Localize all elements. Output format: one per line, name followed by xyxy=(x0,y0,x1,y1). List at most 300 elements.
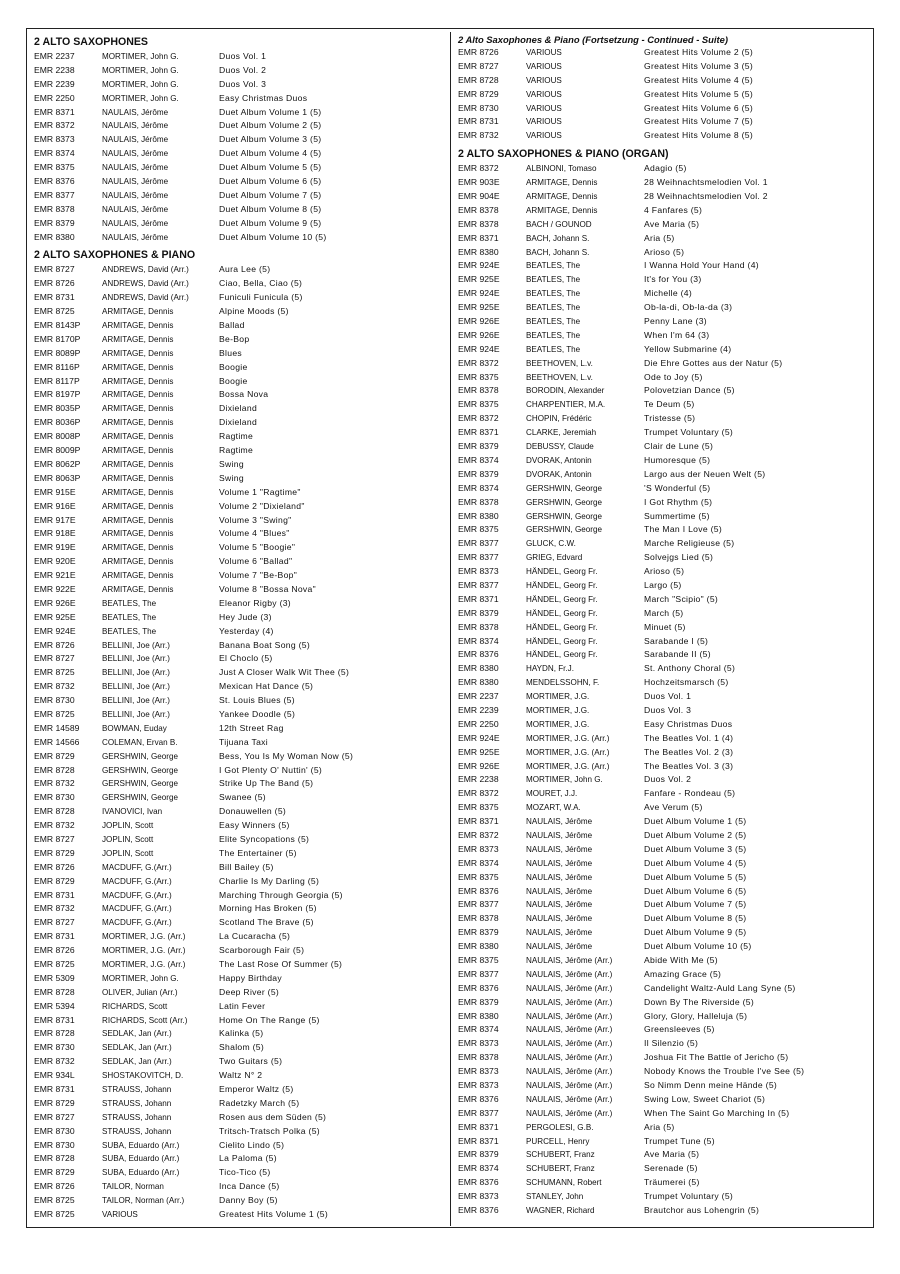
catalog-entry xyxy=(34,1194,446,1208)
catalog-number: EMR 8727 xyxy=(34,1111,75,1122)
catalog-number: EMR 8377 xyxy=(34,189,75,200)
catalog-entry xyxy=(458,1023,870,1037)
title: March "Scipio" (5) xyxy=(644,593,719,604)
title: Duet Album Volume 1 (5) xyxy=(219,106,322,117)
catalog-entry xyxy=(34,847,446,861)
catalog-number: EMR 8372 xyxy=(458,163,499,174)
title: Home On The Range (5) xyxy=(219,1014,320,1025)
title: Greatest Hits Volume 5 (5) xyxy=(644,88,754,99)
catalog-entry xyxy=(458,704,870,718)
catalog-entry xyxy=(34,133,446,147)
composer: MORTIMER, John G. xyxy=(102,65,179,75)
title: Boogie xyxy=(219,361,248,372)
title: Elite Syncopations (5) xyxy=(219,833,310,844)
title: Deep River (5) xyxy=(219,986,280,997)
catalog-entry xyxy=(34,361,446,375)
title: Blues xyxy=(219,347,242,358)
title: Trumpet Voluntary (5) xyxy=(644,1191,734,1202)
section-heading: 2 ALTO SAXOPHONES & PIANO (ORGAN) xyxy=(458,148,669,161)
composer: STRAUSS, Johann xyxy=(102,1126,172,1136)
title: Träumerei (5) xyxy=(644,1177,700,1188)
composer: JOPLIN, Scott xyxy=(102,834,154,844)
catalog-number: EMR 916E xyxy=(34,500,76,511)
composer: NAULAIS, Jérôme (Arr.) xyxy=(526,1108,613,1118)
catalog-entry xyxy=(458,60,870,74)
composer: ARMITAGE, Dennis xyxy=(102,321,174,331)
catalog-number: EMR 926E xyxy=(34,597,76,608)
catalog-entry xyxy=(458,301,870,315)
composer: ARMITAGE, Dennis xyxy=(102,390,174,400)
composer: ARMITAGE, Dennis xyxy=(102,446,174,456)
column-divider xyxy=(450,32,451,1226)
composer: BORODIN, Alexander xyxy=(526,386,605,396)
composer: MACDUFF, G.(Arr.) xyxy=(102,862,172,872)
composer: NAULAIS, Jérôme xyxy=(526,928,593,938)
catalog-entry xyxy=(458,162,870,176)
catalog-number: EMR 8374 xyxy=(458,482,499,493)
title: Duet Album Volume 6 (5) xyxy=(644,885,747,896)
composer: NAULAIS, Jérôme (Arr.) xyxy=(526,983,613,993)
composer: NAULAIS, Jérôme (Arr.) xyxy=(526,956,613,965)
title: Volume 1 "Ragtime" xyxy=(219,486,301,497)
composer: BACH / GOUNOD xyxy=(526,219,592,229)
composer: BEATLES, The xyxy=(102,612,157,622)
title: Swing xyxy=(219,458,244,469)
entry-list xyxy=(34,263,446,1221)
composer: NAULAIS, Jérôme (Arr.) xyxy=(526,1025,613,1035)
catalog-number: EMR 8378 xyxy=(458,621,499,632)
title: La Cucaracha (5) xyxy=(219,931,291,942)
catalog-number: EMR 8380 xyxy=(458,663,499,674)
title: Yellow Submarine (4) xyxy=(644,343,732,354)
catalog-number: EMR 8379 xyxy=(458,927,499,938)
catalog-number: EMR 8378 xyxy=(458,496,499,507)
title: Arioso (5) xyxy=(644,246,685,257)
title: Duet Album Volume 5 (5) xyxy=(219,162,322,173)
catalog-number: EMR 924E xyxy=(458,288,500,299)
catalog-number: EMR 8371 xyxy=(458,232,499,243)
title: Adagio (5) xyxy=(644,163,687,174)
catalog-entry xyxy=(458,1162,870,1176)
title: Duet Album Volume 7 (5) xyxy=(644,899,747,910)
catalog-entry xyxy=(458,1079,870,1093)
composer: ARMITAGE, Dennis xyxy=(102,543,174,553)
composer: HÄNDEL, Georg Fr. xyxy=(526,594,598,604)
composer: NAULAIS, Jérôme xyxy=(102,218,169,228)
catalog-entry xyxy=(34,231,446,245)
catalog-number: EMR 8731 xyxy=(458,116,499,127)
title: Ragtime xyxy=(219,431,254,442)
title: Te Deum (5) xyxy=(644,399,695,410)
catalog-number: EMR 2238 xyxy=(34,64,75,75)
catalog-number: EMR 8731 xyxy=(34,931,75,942)
catalog-entry xyxy=(458,815,870,829)
composer: MORTIMER, J.G. (Arr.) xyxy=(526,761,610,771)
catalog-entry xyxy=(34,694,446,708)
catalog-entry xyxy=(34,430,446,444)
catalog-number: EMR 8374 xyxy=(458,635,499,646)
catalog-entry xyxy=(34,639,446,653)
catalog-number: EMR 8729 xyxy=(34,750,75,761)
title: Duos Vol. 2 xyxy=(644,774,692,785)
catalog-number: EMR 8035P xyxy=(34,403,81,414)
catalog-number: EMR 8730 xyxy=(34,1139,75,1150)
catalog-number: EMR 921E xyxy=(34,570,76,581)
title: Tico-Tico (5) xyxy=(219,1167,271,1178)
title: Boogie xyxy=(219,375,248,386)
composer: NAULAIS, Jérôme xyxy=(102,232,169,242)
title: Dixieland xyxy=(219,403,258,414)
entry-list xyxy=(458,46,870,143)
title: Eleanor Rigby (3) xyxy=(219,597,291,608)
composer: SEDLAK, Jan (Arr.) xyxy=(102,1043,172,1053)
title: Duos Vol. 2 xyxy=(219,64,267,75)
title: Volume 7 "Be-Bop" xyxy=(219,570,298,581)
title: Sarabande II (5) xyxy=(644,649,711,660)
catalog-entry xyxy=(34,986,446,1000)
title: Greatest Hits Volume 4 (5) xyxy=(644,74,754,85)
title: Duet Album Volume 7 (5) xyxy=(219,189,322,200)
catalog-entry xyxy=(458,829,870,843)
title: 12th Street Rag xyxy=(219,722,284,733)
title: I Got Plenty O' Nuttin' (5) xyxy=(219,764,323,775)
catalog-entry xyxy=(458,510,870,524)
catalog-entry xyxy=(458,551,870,565)
catalog-number: EMR 924E xyxy=(458,732,500,743)
catalog-entry xyxy=(458,1010,870,1024)
title: Dixieland xyxy=(219,417,258,428)
composer: MORTIMER, J.G. (Arr.) xyxy=(102,960,186,969)
catalog-entry xyxy=(34,902,446,916)
title: Duet Album Volume 9 (5) xyxy=(219,217,322,228)
catalog-number: EMR 8372 xyxy=(458,829,499,840)
composer: NAULAIS, Jérôme xyxy=(102,135,169,145)
title: Scotland The Brave (5) xyxy=(219,917,314,928)
composer: BELLINI, Joe (Arr.) xyxy=(102,709,170,719)
composer: GERSHWIN, George xyxy=(102,793,179,803)
composer: ARMITAGE, Dennis xyxy=(102,432,174,442)
composer: NAULAIS, Jérôme xyxy=(526,942,593,952)
catalog-number: EMR 926E xyxy=(458,760,500,771)
title: Greatest Hits Volume 3 (5) xyxy=(644,60,754,71)
composer: BELLINI, Joe (Arr.) xyxy=(102,640,170,650)
title: Waltz N° 2 xyxy=(219,1070,263,1081)
catalog-entry xyxy=(458,204,870,218)
title: Ballad xyxy=(219,320,245,331)
composer: ARMITAGE, Dennis xyxy=(102,584,174,594)
catalog-number: EMR 915E xyxy=(34,486,76,497)
title: Volume 8 "Bossa Nova" xyxy=(219,583,316,594)
composer: MORTIMER, J.G. xyxy=(526,719,590,729)
catalog-entry xyxy=(34,569,446,583)
composer: BEETHOVEN, L.v. xyxy=(526,372,593,382)
title: Solvejgs Lied (5) xyxy=(644,552,714,563)
catalog-entry xyxy=(458,1037,870,1051)
catalog-number: EMR 8373 xyxy=(458,566,499,577)
catalog-number: EMR 8725 xyxy=(34,959,75,969)
catalog-entry xyxy=(458,912,870,926)
title: Radetzky March (5) xyxy=(219,1097,300,1108)
catalog-entry xyxy=(458,115,870,129)
catalog-entry xyxy=(458,579,870,593)
catalog-entry xyxy=(458,259,870,273)
catalog-entry xyxy=(458,787,870,801)
catalog-entry xyxy=(34,375,446,389)
catalog-number: EMR 8731 xyxy=(34,1084,75,1095)
title: Volume 4 "Blues" xyxy=(219,528,290,539)
catalog-entry xyxy=(458,1093,870,1107)
catalog-entry xyxy=(34,805,446,819)
title: Duos Vol. 1 xyxy=(219,51,267,61)
catalog-entry xyxy=(34,972,446,986)
title: 28 Weihnachtsmelodien Vol. 1 xyxy=(644,177,768,188)
catalog-entry xyxy=(34,92,446,106)
catalog-number: EMR 8376 xyxy=(458,1205,499,1216)
title: Greatest Hits Volume 2 (5) xyxy=(644,47,754,57)
composer: GERSHWIN, George xyxy=(102,779,179,789)
catalog-entry xyxy=(34,597,446,611)
catalog-entry xyxy=(458,287,870,301)
catalog-entry xyxy=(34,1083,446,1097)
catalog-entry xyxy=(34,217,446,231)
composer: MENDELSSOHN, F. xyxy=(526,678,600,688)
composer: BELLINI, Joe (Arr.) xyxy=(102,696,170,706)
title: March (5) xyxy=(644,607,684,618)
catalog-entry xyxy=(458,1204,870,1218)
title: St. Louis Blues (5) xyxy=(219,695,295,706)
catalog-number: EMR 8377 xyxy=(458,899,499,910)
catalog-entry xyxy=(34,500,446,514)
catalog-entry xyxy=(458,1121,870,1135)
composer: BACH, Johann S. xyxy=(526,233,590,243)
title: Trumpet Voluntary (5) xyxy=(644,427,734,438)
catalog-number: EMR 8725 xyxy=(34,306,75,317)
catalog-entry xyxy=(34,930,446,944)
catalog-entry xyxy=(458,454,870,468)
title: Minuet (5) xyxy=(644,621,686,632)
left-column xyxy=(34,34,446,1222)
composer: MORTIMER, John G. xyxy=(526,775,603,785)
catalog-number: EMR 8373 xyxy=(458,1191,499,1202)
composer: VARIOUS xyxy=(102,1210,138,1220)
catalog-number: EMR 2238 xyxy=(458,774,499,785)
catalog-entry xyxy=(34,106,446,120)
composer: TAILOR, Norman (Arr.) xyxy=(102,1196,185,1206)
catalog-number: EMR 8726 xyxy=(34,278,75,289)
catalog-number: EMR 8373 xyxy=(458,1080,499,1091)
composer: BEATLES, The xyxy=(102,626,157,636)
catalog-number: EMR 8379 xyxy=(458,468,499,479)
title: Tritsch-Tratsch Polka (5) xyxy=(219,1125,320,1136)
title: Polovetzian Dance (5) xyxy=(644,385,735,396)
title: The Beatles Vol. 3 (3) xyxy=(644,760,734,771)
catalog-number: EMR 8732 xyxy=(458,130,499,141)
entry-list xyxy=(34,50,446,244)
catalog-number: EMR 8378 xyxy=(458,218,499,229)
catalog-entry xyxy=(34,1166,446,1180)
catalog-number: EMR 8378 xyxy=(458,204,499,215)
title: Duet Album Volume 9 (5) xyxy=(644,927,747,938)
title: Joshua Fit The Battle of Jericho (5) xyxy=(644,1052,789,1063)
catalog-entry xyxy=(34,486,446,500)
composer: BELLINI, Joe (Arr.) xyxy=(102,668,170,678)
title: Ragtime xyxy=(219,445,254,456)
catalog-entry xyxy=(34,791,446,805)
composer: ARMITAGE, Dennis xyxy=(102,529,174,539)
catalog-entry xyxy=(34,189,446,203)
composer: MACDUFF, G.(Arr.) xyxy=(102,904,172,914)
composer: ANDREWS, David (Arr.) xyxy=(102,265,189,275)
title: Michelle (4) xyxy=(644,288,693,299)
composer: BELLINI, Joe (Arr.) xyxy=(102,682,170,692)
catalog-number: EMR 8380 xyxy=(458,677,499,688)
composer: STRAUSS, Johann xyxy=(102,1098,172,1108)
catalog-entry xyxy=(34,944,446,958)
catalog-entry xyxy=(458,648,870,662)
composer: MORTIMER, John G. xyxy=(102,79,179,89)
title: Humoresque (5) xyxy=(644,454,711,465)
catalog-number: EMR 922E xyxy=(34,583,76,594)
title: Swanee (5) xyxy=(219,792,266,803)
catalog-entry xyxy=(458,732,870,746)
composer: NAULAIS, Jérôme (Arr.) xyxy=(526,1081,613,1091)
catalog-number: EMR 8732 xyxy=(34,903,75,914)
title: Trumpet Tune (5) xyxy=(644,1135,715,1146)
catalog-entry xyxy=(458,926,870,940)
continued-heading: 2 Alto Saxophones & Piano (Fortsetzung - Continued - Suite) xyxy=(458,34,728,45)
composer: BOWMAN, Euday xyxy=(102,723,167,733)
composer: JOPLIN, Scott xyxy=(102,848,154,858)
catalog-entry xyxy=(34,722,446,736)
catalog-entry xyxy=(458,74,870,88)
title: The Beatles Vol. 1 (4) xyxy=(644,732,734,743)
title: Ciao, Bella, Ciao (5) xyxy=(219,278,303,289)
composer: ARMITAGE, Dennis xyxy=(526,178,598,188)
composer: JOPLIN, Scott xyxy=(102,821,154,831)
catalog-entry xyxy=(458,885,870,899)
catalog-number: EMR 8732 xyxy=(34,681,75,692)
catalog-entry xyxy=(458,1065,870,1079)
catalog-entry xyxy=(34,1097,446,1111)
composer: RICHARDS, Scott xyxy=(102,1001,168,1011)
catalog-entry xyxy=(458,621,870,635)
catalog-number: EMR 8377 xyxy=(458,552,499,563)
title: Duet Album Volume 4 (5) xyxy=(644,857,747,868)
composer: ARMITAGE, Dennis xyxy=(102,334,174,344)
catalog-number: EMR 8730 xyxy=(34,792,75,803)
composer: HÄNDEL, Georg Fr. xyxy=(526,608,598,618)
title: Kalinka (5) xyxy=(219,1028,264,1039)
composer: BELLINI, Joe (Arr.) xyxy=(102,654,170,664)
title: Strike Up The Band (5) xyxy=(219,778,314,789)
title: Largo (5) xyxy=(644,579,682,590)
title: Funiculi Funicula (5) xyxy=(219,292,303,303)
catalog-entry xyxy=(34,263,446,277)
composer: RICHARDS, Scott (Arr.) xyxy=(102,1015,188,1025)
catalog-number: EMR 8375 xyxy=(458,399,499,410)
composer: NAULAIS, Jérôme xyxy=(102,163,169,173)
composer: SUBA, Eduardo (Arr.) xyxy=(102,1168,180,1178)
composer: ARMITAGE, Dennis xyxy=(102,418,174,428)
catalog-number: EMR 8372 xyxy=(458,413,499,424)
composer: MOZART, W.A. xyxy=(526,803,581,813)
catalog-number: EMR 8727 xyxy=(458,60,499,71)
title: Greensleeves (5) xyxy=(644,1024,715,1035)
catalog-number: EMR 8727 xyxy=(34,917,75,928)
catalog-entry xyxy=(458,1051,870,1065)
catalog-number: EMR 8728 xyxy=(458,74,499,85)
composer: NAULAIS, Jérôme xyxy=(102,107,169,117)
composer: HÄNDEL, Georg Fr. xyxy=(526,650,598,660)
catalog-number: EMR 8379 xyxy=(458,441,499,452)
catalog-entry xyxy=(34,1180,446,1194)
catalog-entry xyxy=(458,1190,870,1204)
composer: SEDLAK, Jan (Arr.) xyxy=(102,1057,172,1067)
catalog-entry xyxy=(458,129,870,143)
catalog-entry xyxy=(34,472,446,486)
title: Duet Album Volume 6 (5) xyxy=(219,176,322,187)
catalog-number: EMR 8373 xyxy=(458,843,499,854)
title: Nobody Knows the Trouble I've See (5) xyxy=(644,1066,805,1077)
catalog-entry xyxy=(458,801,870,815)
catalog-number: EMR 924E xyxy=(458,260,500,271)
catalog-entry xyxy=(458,1176,870,1190)
title: Aria (5) xyxy=(644,232,675,243)
title: Candelight Waltz-Auld Lang Syne (5) xyxy=(644,982,796,993)
catalog-number: EMR 8378 xyxy=(458,1052,499,1063)
catalog-number: EMR 924E xyxy=(34,625,76,636)
catalog-entry xyxy=(458,412,870,426)
catalog-number: EMR 8380 xyxy=(458,1010,499,1021)
composer: MORTIMER, John G. xyxy=(102,93,179,103)
catalog-entry xyxy=(458,468,870,482)
catalog-number: EMR 926E xyxy=(458,316,500,327)
title: Il Silenzio (5) xyxy=(644,1038,699,1049)
catalog-entry xyxy=(458,871,870,885)
composer: SCHUMANN, Robert xyxy=(526,1178,602,1188)
title: 'S Wonderful (5) xyxy=(644,482,711,493)
catalog-entry xyxy=(458,773,870,787)
catalog-entry xyxy=(458,968,870,982)
catalog-number: EMR 8729 xyxy=(458,88,499,99)
catalog-entry xyxy=(34,652,446,666)
title: Die Ehre Gottes aus der Natur (5) xyxy=(644,357,783,368)
composer: NAULAIS, Jérôme (Arr.) xyxy=(526,997,613,1007)
composer: MORTIMER, J.G. xyxy=(526,692,590,702)
catalog-number: EMR 8371 xyxy=(458,1121,499,1132)
catalog-entry xyxy=(458,565,870,579)
catalog-number: EMR 8379 xyxy=(458,996,499,1007)
composer: NAULAIS, Jérôme (Arr.) xyxy=(526,969,613,979)
catalog-number: EMR 8374 xyxy=(458,454,499,465)
title: Morning Has Broken (5) xyxy=(219,903,317,914)
catalog-entry xyxy=(34,666,446,680)
catalog-number: EMR 926E xyxy=(458,329,500,340)
title: Fanfare - Rondeau (5) xyxy=(644,788,736,799)
catalog-number: EMR 8379 xyxy=(34,217,75,228)
catalog-number: EMR 8727 xyxy=(34,833,75,844)
composer: ARMITAGE, Dennis xyxy=(102,307,174,317)
catalog-entry xyxy=(458,676,870,690)
catalog-entry xyxy=(34,777,446,791)
catalog-entry xyxy=(34,277,446,291)
catalog-number: EMR 8726 xyxy=(34,861,75,872)
catalog-number: EMR 8373 xyxy=(458,1038,499,1049)
catalog-number: EMR 8378 xyxy=(458,385,499,396)
catalog-entry xyxy=(34,305,446,319)
catalog-entry xyxy=(34,750,446,764)
composer: CLARKE, Jeremiah xyxy=(526,428,597,438)
